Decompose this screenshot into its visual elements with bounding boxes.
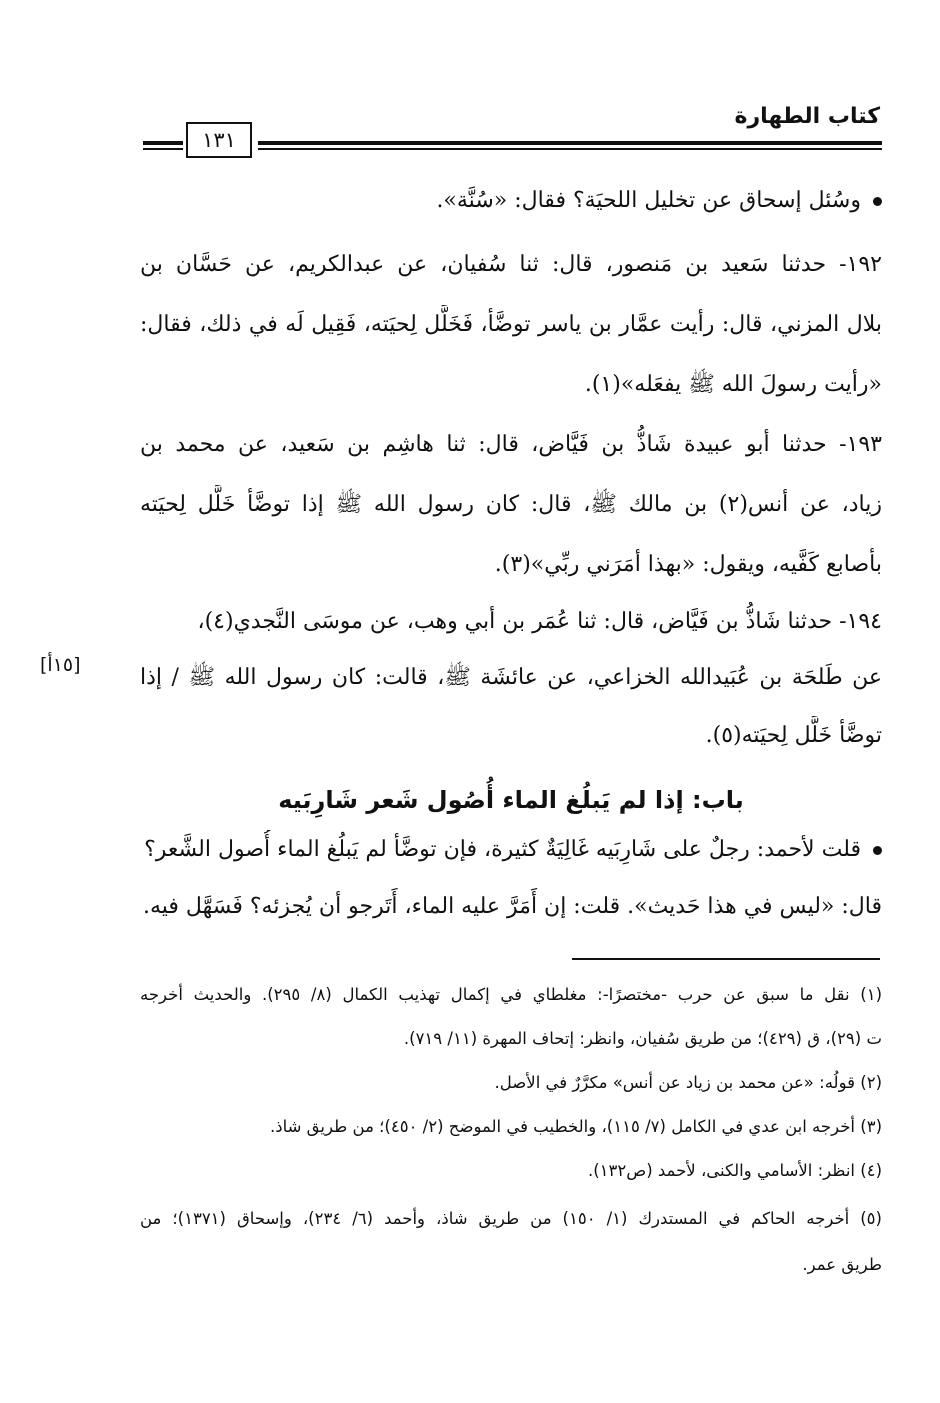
body-line-2: ١٩٢- حدثنا سَعيد بن مَنصور، قال: ثنا سُفيان، عن عبدالكريم، عن حَسَّان بن bbox=[140, 252, 882, 277]
running-title: كتاب الطهارة bbox=[734, 104, 880, 129]
body-line-12: قال: «ليس في هذا حَديث». قلت: إن أَمَرَّ عليه الماء، أَتَرجو أن يُجزئه؟ فَسَهَّل فيه. bbox=[142, 894, 882, 919]
body-line-text: قلت لأحمد: رجلٌ على شَارِبَيه غَالِيَةٌ كثيرة، فإن توضَّأ لم يَبلُغ الماء أُصول الشَّعر؟ bbox=[144, 837, 861, 862]
footnote-line-3: (٢) قولُه: «عن محمد بن زياد عن أنس» مكرَّرٌ في الأصل. bbox=[494, 1073, 882, 1092]
body-line-10: توضَّأ خَلَّل لِحيَته(٥). bbox=[705, 723, 882, 748]
header-rule-left-thin bbox=[143, 148, 183, 150]
footnote-line-7: طريق عمر. bbox=[802, 1255, 882, 1274]
manuscript-folio-marker: [١٥أ] bbox=[40, 654, 81, 676]
body-line-8: ١٩٤- حدثنا شَاذُّ بن فَيَّاض، قال: ثنا عُمَر بن أبي وهب، عن موسَى النَّجدي(٤)، bbox=[197, 609, 882, 634]
header-rule-left-thick bbox=[143, 141, 183, 145]
header-rule-thick bbox=[258, 141, 882, 145]
body-line-3: بلال المزني، قال: رأيت عمَّار بن ياسر توضَّأ، فَخَلَّل لِحيَته، فَقِيل لَه في ذلك، فقال: bbox=[140, 312, 882, 337]
footnote-line-6: (٥) أخرجه الحاكم في المستدرك (١/ ١٥٠) من طريق شاذ، وأحمد (٦/ ٢٣٤)، وإسحاق (١٣٧١)؛ من bbox=[140, 1209, 882, 1228]
footnote-line-2: ت (٢٩)، ق (٤٢٩)؛ من طريق سُفيان، وانظر: إتحاف المهرة (١١/ ٧١٩). bbox=[403, 1029, 882, 1048]
header-rule-thin bbox=[258, 148, 882, 150]
bullet-icon bbox=[873, 846, 882, 855]
page-number: ١٣١ bbox=[186, 122, 252, 158]
body-line-11 bbox=[140, 830, 882, 870]
footnote-separator bbox=[572, 958, 880, 960]
body-line-1 bbox=[140, 181, 882, 221]
body-line-5: ١٩٣- حدثنا أبو عبيدة شَاذُّ بن فَيَّاض، قال: ثنا هاشِم بن سَعيد، عن محمد بن bbox=[140, 432, 882, 457]
footnote-line-1: (١) نقل ما سبق عن حرب -مختصرًا-: مغلطاي في إكمال تهذيب الكمال (٨/ ٢٩٥). والحديث أخرجه bbox=[140, 985, 882, 1004]
body-line-7: بأصابع كَفَّيه، ويقول: «بهذا أمَرَني ربِّي»(٣). bbox=[494, 552, 882, 577]
chapter-heading: باب: إذا لم يَبلُغ الماء أُصُول شَعر شَارِبَيه bbox=[278, 786, 744, 814]
footnote-line-4: (٣) أخرجه ابن عدي في الكامل (٧/ ١١٥)، والخطيب في الموضح (٢/ ٤٥٠)؛ من طريق شاذ. bbox=[269, 1117, 882, 1136]
body-line-4: «رأيت رسولَ الله ﷺ يفعَله»(١). bbox=[584, 372, 882, 397]
body-line-text: وسُئل إسحاق عن تخليل اللحيَة؟ فقال: «سُنَّة». bbox=[436, 188, 861, 213]
body-line-6: زياد، عن أنس(٢) بن مالك ﷺ، قال: كان رسول الله ﷺ إذا توضَّأ خَلَّل لِحيَته bbox=[140, 492, 882, 517]
body-line-9: عن طَلحَة بن عُبَيدالله الخزاعي، عن عائشَة ﷺ، قالت: كان رسول الله ﷺ / إذا bbox=[140, 665, 882, 690]
bullet-icon bbox=[873, 197, 882, 206]
footnote-line-5: (٤) انظر: الأسامي والكنى، لأحمد (ص١٣٢). bbox=[587, 1161, 882, 1180]
